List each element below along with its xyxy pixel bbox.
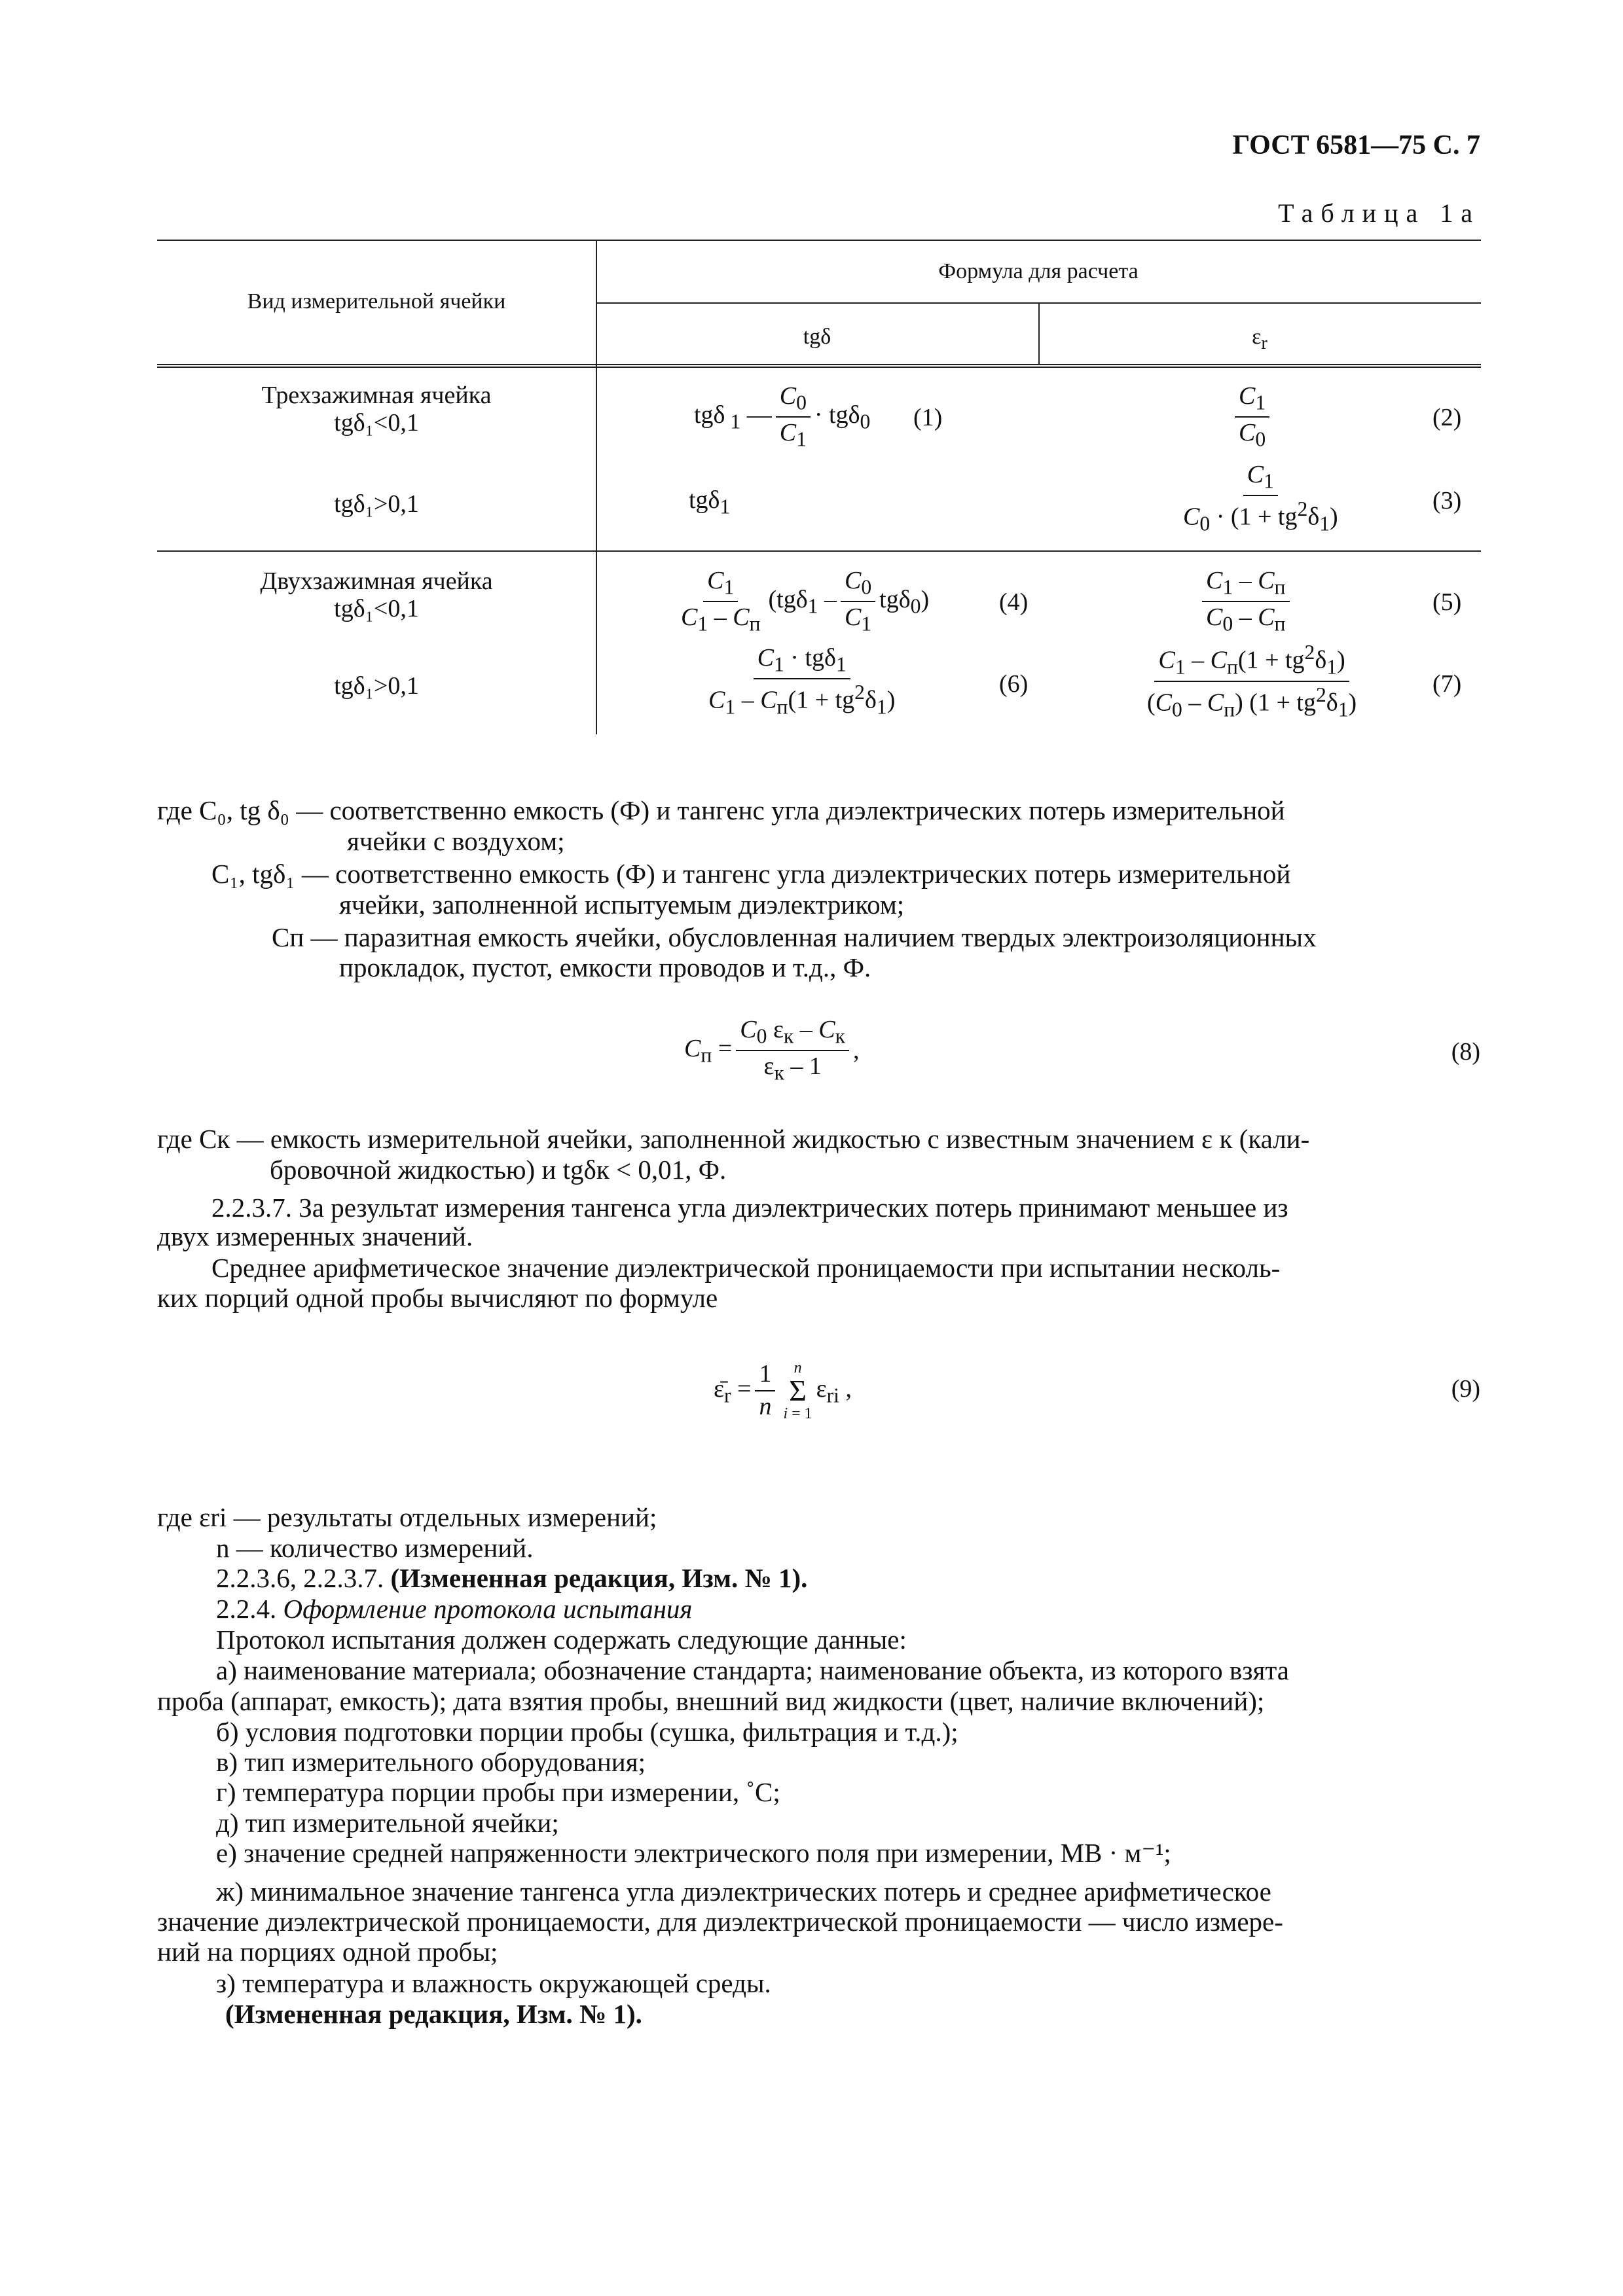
- header-bottom-border: [157, 364, 1481, 368]
- clause-2-2-3-7-line2: двух измеренных значений.: [157, 1221, 473, 1251]
- eq-number-9: (9): [1451, 1375, 1480, 1403]
- formula-tg-delta-1: tgδ$_1$: [689, 486, 731, 518]
- protocol-item-zh-line1: ж) минимальное значение тангенса угла диэлектрических потерь и среднее арифметическое: [216, 1876, 1271, 1907]
- protocol-item-z: з) температура и влажность окружающей среды.: [216, 1968, 771, 1998]
- header-tg-delta: tgδ: [803, 325, 831, 349]
- protocol-item-zh-line2: значение диэлектрической проницаемости, для диэлектрической проницаемости — число измере-: [157, 1907, 1283, 1937]
- eq-number-8: (8): [1451, 1038, 1480, 1066]
- protocol-item-d: д) тип измерительной ячейки;: [216, 1808, 559, 1838]
- definition-c0-label: где C₀, tg δ₀ —: [157, 795, 323, 825]
- protocol-intro: Протокол испытания должен содержать следующие данные:: [216, 1624, 907, 1655]
- protocol-item-b: б) условия подготовки порции пробы (сушка, фильтрация и т.д.);: [216, 1717, 958, 1747]
- formula-8: $C_п$ = $\frac{C_0 \varepsilon_к - C_к}{\varepsilon_к - 1}$ ,: [684, 1015, 860, 1085]
- eq-number-5: (5): [1432, 588, 1462, 616]
- definition-c1-label: C₁, tgδ₁ —: [211, 859, 329, 889]
- formula-3: $\frac{C_1}{C_0 \cdot (1 + tg^2\delta_1)}$: [1183, 460, 1338, 535]
- eq-number-7: (7): [1432, 670, 1462, 698]
- row3-title: Двухзажимная ячейка: [260, 567, 493, 595]
- protocol-item-a-line1: а) наименование материала; обозначение стандарта; наименование объекта, из которого взята: [216, 1655, 1289, 1685]
- clause-2-2-3-7-line1: 2.2.3.7. За результат измерения тангенса угла диэлектрических потерь принимают меньшее из: [211, 1193, 1288, 1223]
- definition-cp-label: Cп —: [272, 922, 338, 952]
- protocol-item-e: е) значение средней напряженности электрического поля при измерении, МВ · м⁻¹;: [216, 1838, 1171, 1868]
- formula-2: $\frac{C_1}{C_0}$: [1231, 381, 1273, 453]
- column-divider-1: [596, 240, 597, 734]
- section-divider: [157, 550, 1481, 552]
- protocol-item-a-line2: проба (аппарат, емкость); дата взятия пробы, внешний вид жидкости (цвет, наличие включений);: [157, 1686, 1265, 1716]
- definition-c1: [211, 859, 1290, 888]
- formula-1: tgδ $_1$ — $\frac{C_0}{C_1}$ · tgδ$_0$: [694, 382, 871, 451]
- table-top-border: [157, 240, 1481, 241]
- definition-c0-continued: ячейки с воздухом;: [347, 826, 565, 856]
- amendment-note-1: [216, 1564, 807, 1592]
- definition-eps-ri: где εri — результаты отдельных измерений;: [157, 1502, 657, 1532]
- definition-c0-text: соответственно емкость (Ф) и тангенс угла диэлектрических потерь измерительной: [329, 795, 1285, 825]
- header-epsilon-symbol: ε: [1252, 325, 1262, 349]
- eq-number-3: (3): [1432, 487, 1462, 514]
- eq-number-2: (2): [1432, 404, 1462, 431]
- row2-condition: tgδ₁>0,1: [334, 490, 419, 518]
- eq-number-6: (6): [999, 670, 1029, 698]
- formula-table: [157, 240, 1481, 734]
- eq-number-1: (1): [913, 404, 943, 431]
- row1-title: Трехзажимная ячейка: [261, 382, 492, 409]
- header-formula: Формула для расчета: [938, 259, 1139, 283]
- definition-c1-continued: ячейки, заполненной испытуемым диэлектриком;: [339, 889, 905, 920]
- formula-7: $\frac{C_1 - C_п(1 + tg^2\delta_1)}{(C_0 - C_п) (1 + tg^2\delta_1)}$: [1147, 641, 1357, 721]
- clause-2-2-4: [216, 1594, 693, 1623]
- definition-ck-line1: где Cк — емкость измерительной ячейки, заполненной жидкостью с известным значением ε к (кали-: [157, 1124, 1310, 1154]
- definition-c0: [157, 796, 1285, 825]
- formula-5: $\frac{C_1 - C_п}{C_0 - C_п}$: [1198, 565, 1294, 637]
- formula-6: $\frac{C_1 \cdot tg\delta_1}{C_1 - C_п(1 + tg^2\delta_1)}$: [708, 643, 896, 718]
- definition-ck-line2: бровочной жидкостью) и tgδк < 0,01, Ф.: [270, 1155, 727, 1185]
- definition-cp-text: паразитная емкость ячейки, обусловленная наличием твердых электроизоляционных: [344, 922, 1317, 952]
- average-text-line1: Среднее арифметическое значение диэлектрической проницаемости при испытании несколь-: [211, 1253, 1281, 1283]
- header-epsilon: [1038, 325, 1481, 354]
- definition-cp-continued: прокладок, пустот, емкости проводов и т.д., Ф.: [339, 952, 871, 982]
- clause-2-2-4-number: 2.2.4.: [216, 1594, 277, 1624]
- definition-c1-text: соответственно емкость (Ф) и тангенс угла диэлектрических потерь измерительной: [335, 859, 1291, 889]
- table-caption: Таблица 1а: [1278, 198, 1480, 228]
- average-text-line2: ких порций одной пробы вычисляют по формуле: [157, 1283, 718, 1313]
- header-epsilon-sub: r: [1261, 332, 1267, 353]
- row3-condition: tgδ₁<0,1: [334, 595, 419, 622]
- definition-n: n — количество измерений.: [216, 1533, 534, 1563]
- protocol-item-v: в) тип измерительного оборудования;: [216, 1747, 646, 1777]
- amendment-note-1-text: (Измененная редакция, Изм. № 1).: [390, 1563, 808, 1593]
- formula-9: $\varepsilon̄_r$ = $\frac{1}{n}$ n Σ i = 1 $\varepsilon_{ri}$ ,: [714, 1359, 852, 1422]
- amendment-note-1-clauses: 2.2.3.6, 2.2.3.7.: [216, 1563, 384, 1593]
- formula-4: $\frac{C_1}{C_1 - C_п}$ (tgδ$_1$ – $\frac{C_0}{C_1}$ tgδ$_0$): [681, 566, 930, 636]
- row1-condition: tgδ₁<0,1: [334, 409, 419, 437]
- amendment-note-2: (Измененная редакция, Изм. № 1).: [225, 1999, 642, 2029]
- protocol-item-g: г) температура порции пробы при измерении, ˚С;: [216, 1777, 780, 1807]
- clause-2-2-4-title: Оформление протокола испытания: [283, 1594, 693, 1624]
- row4-condition: tgδ₁>0,1: [334, 672, 419, 700]
- protocol-item-zh-line3: ний на порциях одной пробы;: [157, 1937, 498, 1967]
- definition-cp: [272, 923, 1317, 952]
- eq-number-4: (4): [999, 588, 1029, 616]
- page-header: ГОСТ 6581—75 С. 7: [1232, 130, 1480, 160]
- header-cell-type: Вид измерительной ячейки: [247, 289, 506, 314]
